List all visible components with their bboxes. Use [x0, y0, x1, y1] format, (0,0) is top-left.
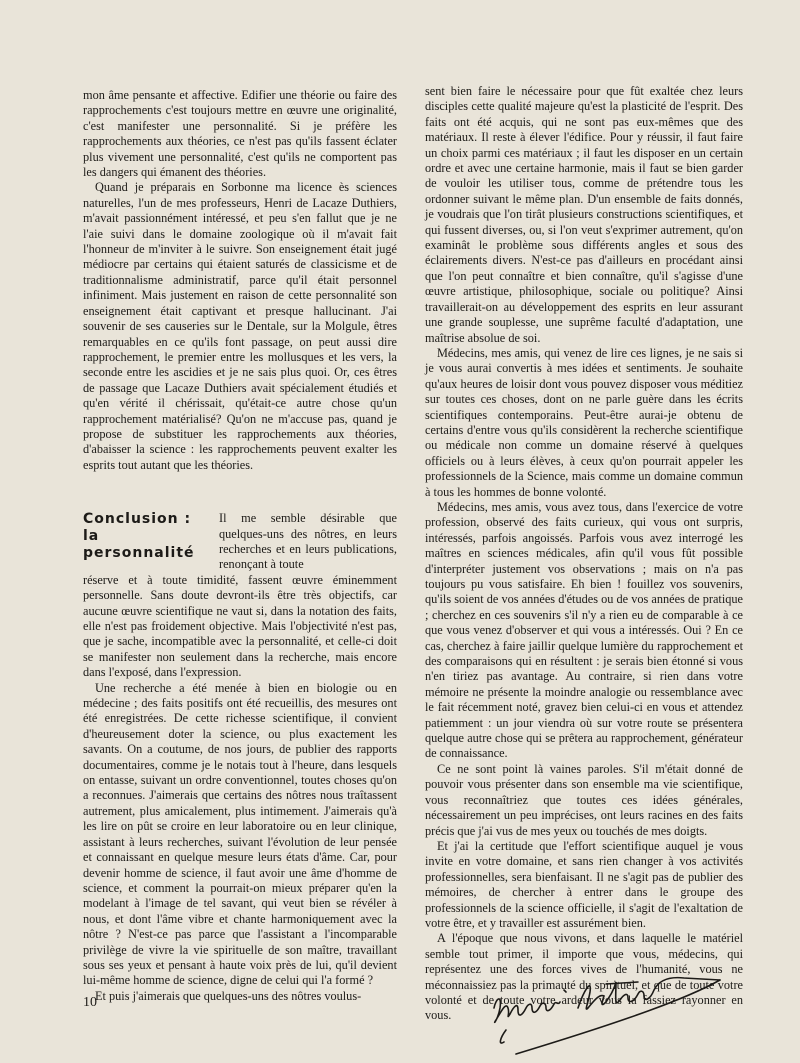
paragraph: Il me semble désirable que quelques-uns des nôtres, en leurs recherches et en leurs publications, renonçant à toute	[219, 511, 397, 572]
paragraph: mon âme pensante et affective. Edifier une théorie ou faire des rapprochements c'est toujours mettre en œuvre une originalité, c'est manifester une personnalité. Si je préfère les rapprochements aux théories, ce n'est pas qu'ils fassent éclater plus vivement une personnalité, c'est qu'ils ne comportent pas les dangers qui émanent des théories.	[83, 88, 397, 180]
right-column	[425, 84, 743, 1024]
paragraph: Médecins, mes amis, vous avez tous, dans l'exercice de votre profession, observé des faits curieux, qui vous ont surpris, intéressés, parfois angoissés. Parfois vous avez interrogé les maîtres en sciences médicales, afin qu'il vous fût possible d'interpréter justement vos observations ; mais on n'a pas toujours pu vous satisfaire. Eh bien ! fouillez vos souvenirs, qu'ils soient de vos années d'études ou de vos années de pratique ; cherchez en ces souvenirs s'il n'y a rien eu de comparable à ce que vous venez d'observer et qui vous a intéressés. Oui ? En ce cas, cherchez à faire jaillir quelque lumière du rapprochement et des comparaisons qui en résultent : je serais bien étonné si vous n'en tiriez pas avantage. Au contraire, si rien dans votre mémoire ne présente la moindre analogie ou ressemblance avec le fait récemment noté, gravez bien celui-ci en vous et attendez patiemment : un jour viendra où sur votre route se présentera quelque autre chose qui se prêtera au rapprochement, générateur de connaissance.	[425, 499, 743, 761]
paragraph: réserve et à toute timidité, fassent œuvre éminemment personnelle. Sans doute devront-ils être très objectifs, car aucune œuvre scientifique ne vaut si, dans la notation des faits, elle n'est pas froidement objective. Mais l'objectivité n'est pas, que je sache, incompatible avec la personnalité, et celle-ci doit se manifester non seulement dans la recherche, mais encore dans l'exposé, dans l'expression.	[83, 572, 397, 680]
heading-line: Conclusion :	[83, 511, 192, 528]
paragraph: Médecins, mes amis, qui venez de lire ces lignes, je ne sais si je vous aurai convertis à mes idées et sentiments. Je souhaite qu'aux heures de loisir dont vous pouvez disposer vous méditiez sur toutes ces choses, dont on ne parle guère dans les écrits scientifiques contemporains. Peut-être aurai-je obtenu de certains d'entre vous qu'ils considèrent la recherche scientifique ou médicale non comme un domaine réservé à quelques officiels ou à leurs élèves, à ceux qu'on pourrait appeler les professionnels de la Science, mais comme un domaine commun à tous les hommes de bonne volonté.	[425, 345, 743, 499]
left-column	[83, 88, 397, 1004]
paragraph: Et j'ai la certitude que l'effort scientifique auquel je vous invite en votre domaine, et sans rien changer à vos activités professionnelles, sera bienfaisant. Il ne s'agit pas de publier des mémoires, de chercher à entrer dans le groupe des professionnels de la science officielle, il s'agit de l'exaltation de votre être, et y travailler est assurément bien.	[425, 838, 743, 930]
heading-line: la	[83, 528, 100, 545]
paragraph: Une recherche a été menée à bien en biologie ou en médecine ; des faits positifs ont été recueillis, des mesures ont été enregistrées. De cette richesse scientifique, il convient d'heureusement doter la science, ou plus exactement les savants. On a coutume, de nos jours, de publier des rapports documentaires, comme je le notais tout à l'heure, dans lesquels on entasse, suivant un ordre conventionnel, toutes choses qu'on a reconnues. J'aimerais que certains des nôtres nous traîtassent autrement, plus amicalement, plus intimement. J'aimerais qu'à les lire on pût se croire en leur laboratoire ou en leur clinique, assistant à leurs recherches, suivant l'évolution de leur pensée et connaissant en quelque mesure leurs états d'âme. Car, pour devenir homme de science, il faut avoir une âme d'homme de science, et comment la pourrait-on mieux préparer qu'en la modelant à l'image de tel savant, qui veut bien se révéler à nous, et dont l'âme vibre et chante harmoniquement avec la nôtre ? N'est-ce pas parce que l'assistant a l'incomparable privilège de vivre la vie spirituelle de son maître, travaillant sous ses yeux et pensant à haute voix près de lui, qu'il devient lui-même homme de science, digne de celui qui l'a formé ?	[83, 680, 397, 988]
paragraph: A l'époque que nous vivons, et dans laquelle le matériel semble tout primer, il importe que vous, médecins, qui représentez une des forces vives de l'humanité, vous ne méconnaissiez pas la primauté du spirituel, et que de toute votre volonté et de toute votre ardeur vous la fassiez rayonner en vous.	[425, 931, 743, 1023]
paragraph: sent bien faire le nécessaire pour que fût exaltée chez leurs disciples cette qualité majeure qu'est la plasticité de l'esprit. Des faits ont été acquis, qui ne sont pas eux-mêmes que des matériaux. Il reste à élever l'édifice. Pour y réussir, il faut faire un choix parmi ces matériaux ; il faut les disposer en un certain ordre et avec une certaine harmonie, mais il faut se bien garder de vouloir les utiliser tous, comme de prétendre tous les ordonner suivant le même plan. D'un ensemble de faits donnés, je voudrais que l'on tirât plusieurs constructions scientifiques, et qui fussent diverses, ou, si l'on veut s'exprimer autrement, qu'on examinât le problème sous différents angles et sous des éclairements divers. N'est-ce pas d'ailleurs en procédant ainsi que l'on peut connaître et bien connaître, qu'il s'agisse d'une œuvre artistique, philosophique, sociale ou politique? Ainsi travaillerait-on au développement des esprits en leur assurant une grande souplesse, une suprême faculté d'adaptation, une maîtrise absolue de soi.	[425, 84, 743, 345]
section-block	[83, 511, 397, 573]
paragraph: Et puis j'aimerais que quelques-uns des nôtres voulus-	[95, 988, 362, 1003]
page-number: 10	[83, 995, 97, 1010]
heading-line: personnalité	[83, 545, 195, 562]
signature	[488, 968, 728, 1058]
section-heading	[83, 511, 219, 573]
paragraph: Ce ne sont point là vaines paroles. S'il m'était donné de pouvoir vous présenter dans son ensemble ma vie scientifique, vous reconnaîtriez que toutes ces idées générales, nécessairement un peu imprécises, ont leurs racines en des faits précis que j'ai vus de mes yeux ou touchés de mes doigts.	[425, 761, 743, 838]
paragraph: Quand je préparais en Sorbonne ma licence ès sciences naturelles, l'un de mes professeurs, Henri de Lacaze Duthiers, m'avait passionnément intéressé, et peu s'en fallut que je ne l'aie suivi dans le domaine zoologique où il m'avait fait l'honneur de m'inviter à le suivre. Son enseignement était jugé médiocre par certains qui étaient saturés de classicisme et de traditionnalisme administratif, parce qu'il était personnel infiniment. Mais justement en raison de cette personnalité son enseignement était captivant et presque hallucinant. J'ai souvenir de ses causeries sur le Dentale, sur la Molgule, êtres remarquables en ce qu'ils font passage, on peut aussi dire rapprochement, le premier entre les mollusques et les vers, la seconde entre les ascidies et je ne sais plus quoi. Or, ces êtres de passage que Lacaze Duthiers avait spécialement étudiés et qu'en vérité il chérissait, qu'était-ce autre chose qu'un rapprochement matérialisé? Qu'on ne m'accuse pas, quand je propose de substituer les rapprochements aux théories, d'abaisser la science : les rapprochements peuvent exalter les esprits tout autant que les théories.	[83, 180, 397, 472]
